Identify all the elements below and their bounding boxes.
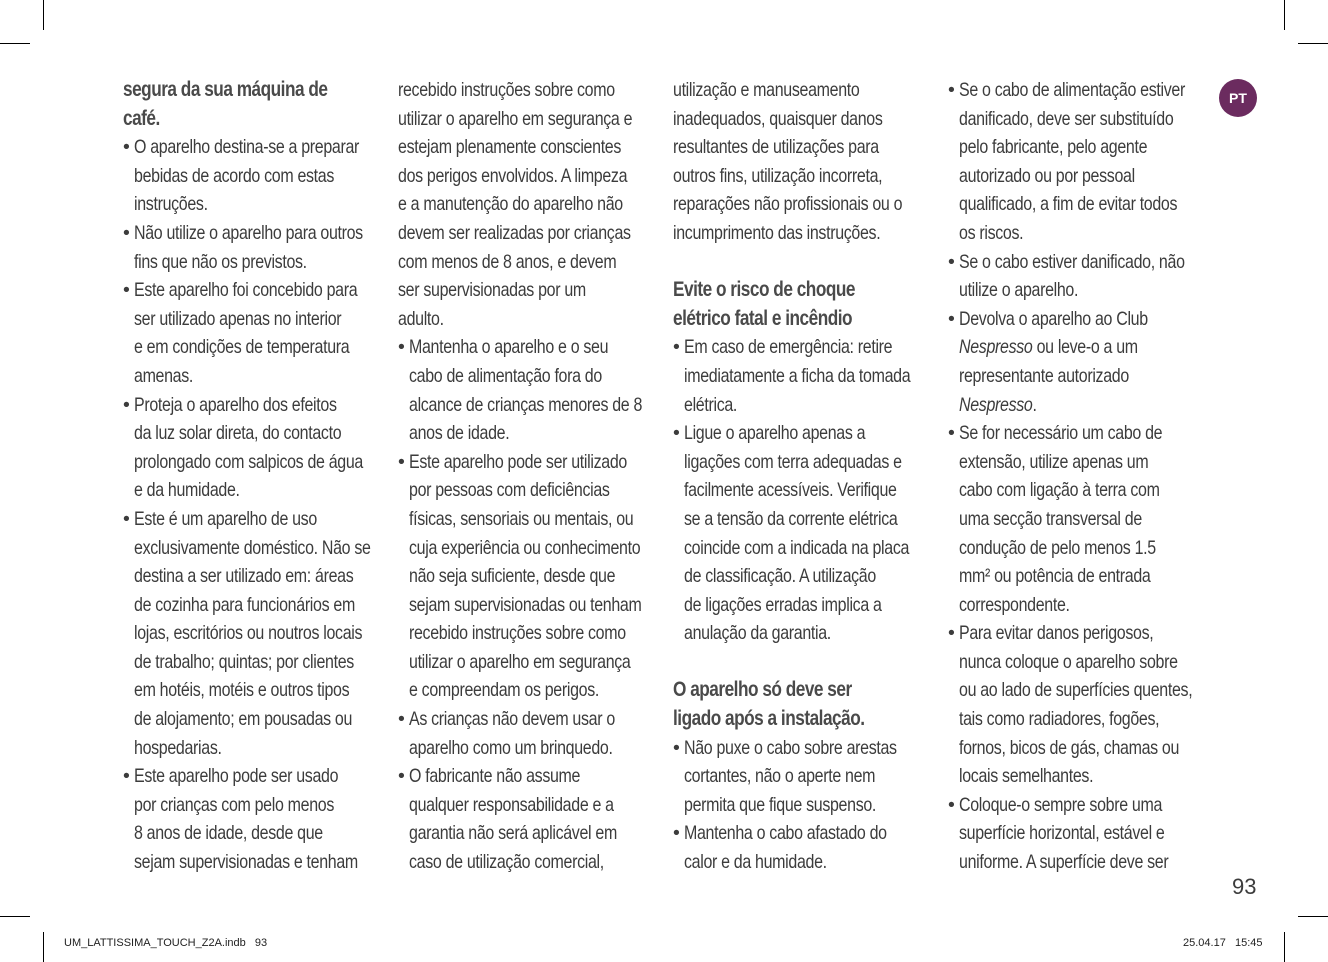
- text-line: condução de pelo menos 1.5: [959, 536, 1156, 559]
- text-line: qualificado, a fim de evitar todos: [959, 193, 1178, 216]
- bullet-item: [948, 305, 1244, 419]
- text-line: qualquer responsabilidade e a: [409, 793, 614, 816]
- text-line: • O fabricante não assume: [409, 765, 581, 788]
- page-number: 93: [1232, 874, 1257, 899]
- paragraph-continuation: [398, 76, 693, 333]
- text-line: amenas.: [134, 364, 194, 387]
- text-line: • Se o cabo estiver danificado, não: [959, 250, 1185, 273]
- text-line: da luz solar direta, do contacto: [134, 422, 342, 445]
- text-line: com menos de 8 anos, e devem: [398, 250, 617, 273]
- text-line: por crianças com pelo menos: [134, 793, 335, 816]
- bullet-item: [673, 419, 960, 648]
- text-line: Nespresso ou leve-o a um: [959, 336, 1138, 359]
- text-line: outros fins, utilização incorreta,: [673, 164, 883, 187]
- text-line: ser supervisionadas por um: [398, 279, 586, 302]
- text-line: danificado, deve ser substituído: [959, 107, 1174, 130]
- bullet-item: [123, 762, 423, 876]
- text-line: cabo de alimentação fora do: [409, 364, 602, 387]
- text-line: e a manutenção do aparelho não: [398, 193, 623, 216]
- text-line: • Proteja o aparelho dos efeitos: [134, 393, 337, 416]
- text-line: por pessoas com deficiências: [409, 479, 610, 502]
- text-line: • O aparelho destina-se a preparar: [134, 136, 360, 159]
- block-spacer: [673, 248, 960, 277]
- text-line: extensão, utilize apenas um: [959, 450, 1149, 473]
- bullet-item: [123, 505, 423, 762]
- text-line: pelo fabricante, pelo agente: [959, 136, 1148, 159]
- text-line: dos perigos envolvidos. A limpeza: [398, 164, 628, 187]
- text-line: segura da sua máquina de: [123, 78, 328, 101]
- crop-mark: [1298, 43, 1328, 44]
- text-line: fornos, bicos de gás, chamas ou: [959, 736, 1180, 759]
- paragraph-continuation: [673, 76, 960, 248]
- block-spacer: [673, 648, 960, 677]
- text-line: • Devolva o aparelho ao Club: [959, 307, 1148, 330]
- text-line: se a tensão da corrente elétrica: [684, 507, 898, 530]
- text-line: estejam plenamente conscientes: [398, 136, 622, 159]
- text-line: cortantes, não o aperte nem: [684, 765, 876, 788]
- text-line: bebidas de acordo com estas: [134, 164, 335, 187]
- text-line: caso de utilização comercial,: [409, 851, 604, 874]
- text-line: e compreendam os perigos.: [409, 679, 600, 702]
- text-line: de classificação. A utilização: [684, 565, 876, 588]
- text-line: elétrico fatal e incêndio: [673, 306, 853, 330]
- text-line: sejam supervisionadas ou tenham: [409, 593, 642, 616]
- text-line: utilizar o aparelho em segurança: [409, 650, 631, 673]
- text-line: devem ser realizadas por crianças: [398, 221, 631, 244]
- text-line: de alojamento; em pousadas ou: [134, 708, 353, 731]
- text-line: calor e da humidade.: [684, 851, 827, 874]
- section-heading: [673, 676, 960, 733]
- footer-file-slug: UM_LATTISSIMA_TOUCH_Z2A.indb 93: [64, 937, 268, 949]
- bullet-item: [123, 133, 423, 219]
- text-line: utilizar o aparelho em segurança e: [398, 107, 633, 130]
- text-column-2: [398, 76, 693, 877]
- text-line: fins que não os previstos.: [134, 250, 307, 273]
- text-line: cabo com ligação à terra com: [959, 479, 1160, 502]
- text-line: uniforme. A superfície deve ser: [959, 851, 1169, 874]
- text-line: superfície horizontal, estável e: [959, 822, 1165, 845]
- footer-date-slug: 25.04.17 15:45: [1183, 937, 1263, 949]
- text-line: autorizado ou por pessoal: [959, 164, 1135, 187]
- text-line: sejam supervisionadas e tenham: [134, 851, 358, 874]
- text-line: garantia não será aplicável em: [409, 822, 617, 845]
- text-line: instruções.: [134, 193, 208, 216]
- bullet-item: [948, 76, 1244, 248]
- text-line: exclusivamente doméstico. Não se: [134, 536, 371, 559]
- text-line: • Ligue o aparelho apenas a: [684, 422, 866, 445]
- text-line: reparações não profissionais ou o: [673, 193, 903, 216]
- bullet-item: [398, 762, 693, 876]
- text-line: • Este aparelho pode ser utilizado: [409, 450, 627, 473]
- text-line: ser utilizado apenas no interior: [134, 307, 342, 330]
- bullet-item: [123, 276, 423, 390]
- text-line: • Coloque-o sempre sobre uma: [959, 793, 1163, 816]
- text-line: mm² ou potência de entrada: [959, 565, 1151, 588]
- text-line: • Este aparelho foi concebido para: [134, 279, 358, 302]
- text-line: • Se for necessário um cabo de: [959, 422, 1163, 445]
- bullet-item: [673, 333, 960, 419]
- text-line: Evite o risco de choque: [673, 278, 855, 302]
- text-line: prolongado com salpicos de água: [134, 450, 363, 473]
- text-line: de ligações erradas implica a: [684, 593, 882, 616]
- text-column-3: [673, 76, 960, 877]
- language-badge: PT: [1219, 79, 1257, 117]
- text-line: recebido instruções sobre como: [409, 622, 626, 645]
- bullet-item: [673, 819, 960, 876]
- bullet-item: [398, 448, 693, 705]
- text-line: anulação da garantia.: [684, 622, 831, 645]
- text-line: • Se o cabo de alimentação estiver: [959, 79, 1185, 101]
- text-line: O aparelho só deve ser: [673, 678, 852, 702]
- text-column-1: [123, 76, 423, 877]
- text-line: • Este aparelho pode ser usado: [134, 765, 339, 788]
- bullet-item: [398, 705, 693, 762]
- section-heading: [673, 276, 960, 333]
- crop-mark: [43, 0, 44, 30]
- text-line: utilização e manuseamento: [673, 79, 860, 101]
- text-line: adulto.: [398, 307, 444, 330]
- text-column-4: [948, 76, 1244, 877]
- text-line: cuja experiência ou conhecimento: [409, 536, 641, 559]
- text-line: hospedarias.: [134, 736, 222, 759]
- text-line: de cozinha para funcionários em: [134, 593, 355, 616]
- text-line: não seja suficiente, desde que: [409, 565, 616, 588]
- text-line: e da humidade.: [134, 479, 240, 502]
- text-line: destina a ser utilizado em: áreas: [134, 565, 354, 588]
- text-line: • Este é um aparelho de uso: [134, 507, 317, 530]
- text-line: permita que fique suspenso.: [684, 793, 877, 816]
- text-line: imediatamente a ficha da tomada: [684, 364, 911, 387]
- text-line: alcance de crianças menores de 8: [409, 393, 643, 416]
- text-line: anos de idade.: [409, 422, 510, 445]
- section-heading: [123, 76, 423, 133]
- crop-mark: [1284, 932, 1285, 962]
- text-line: locais semelhantes.: [959, 765, 1094, 788]
- text-line: elétrica.: [684, 393, 738, 416]
- text-line: • Não utilize o aparelho para outros: [134, 221, 363, 244]
- text-line: utilize o aparelho.: [959, 279, 1079, 302]
- text-line: • As crianças não devem usar o: [409, 708, 615, 731]
- text-line: representante autorizado: [959, 364, 1129, 387]
- text-line: incumprimento das instruções.: [673, 221, 881, 244]
- text-line: coincide com a indicada na placa: [684, 536, 910, 559]
- text-line: nunca coloque o aparelho sobre: [959, 650, 1178, 673]
- text-line: café.: [123, 106, 160, 130]
- crop-mark: [1298, 916, 1328, 917]
- bullet-item: [948, 619, 1244, 791]
- text-line: 8 anos de idade, desde que: [134, 822, 323, 845]
- text-line: inadequados, quaisquer danos: [673, 107, 883, 130]
- text-line: • Mantenha o cabo afastado do: [684, 822, 887, 845]
- text-line: Nespresso.: [959, 393, 1037, 416]
- text-line: tais como radiadores, fogões,: [959, 708, 1160, 731]
- text-line: • Para evitar danos perigosos,: [959, 622, 1154, 645]
- text-line: de trabalho; quintas; por clientes: [134, 650, 354, 673]
- crop-mark: [43, 932, 44, 962]
- crop-mark: [1284, 0, 1285, 30]
- bullet-item: [123, 391, 423, 505]
- text-line: lojas, escritórios ou noutros locais: [134, 622, 363, 645]
- text-line: correspondente.: [959, 593, 1070, 616]
- bullet-item: [948, 791, 1244, 877]
- text-line: em hotéis, motéis e outros tipos: [134, 679, 350, 702]
- text-line: • Em caso de emergência: retire: [684, 336, 893, 359]
- text-line: aparelho como um brinquedo.: [409, 736, 613, 759]
- text-line: • Não puxe o cabo sobre arestas: [684, 736, 897, 759]
- bullet-item: [673, 734, 960, 820]
- text-line: ligações com terra adequadas e: [684, 450, 902, 473]
- bullet-item: [948, 419, 1244, 619]
- text-line: ou ao lado de superfícies quentes,: [959, 679, 1193, 702]
- text-line: físicas, sensoriais ou mentais, ou: [409, 507, 634, 530]
- text-line: ligado após a instalação.: [673, 707, 865, 731]
- bullet-item: [948, 248, 1244, 305]
- bullet-item: [398, 333, 693, 447]
- text-line: uma secção transversal de: [959, 507, 1142, 530]
- text-line: recebido instruções sobre como: [398, 79, 615, 101]
- text-line: • Mantenha o aparelho e o seu: [409, 336, 609, 359]
- text-line: os riscos.: [959, 221, 1024, 244]
- bullet-item: [123, 219, 423, 276]
- text-line: resultantes de utilizações para: [673, 136, 879, 159]
- crop-mark: [0, 43, 30, 44]
- crop-mark: [0, 916, 30, 917]
- text-line: facilmente acessíveis. Verifique: [684, 479, 897, 502]
- text-line: e em condições de temperatura: [134, 336, 350, 359]
